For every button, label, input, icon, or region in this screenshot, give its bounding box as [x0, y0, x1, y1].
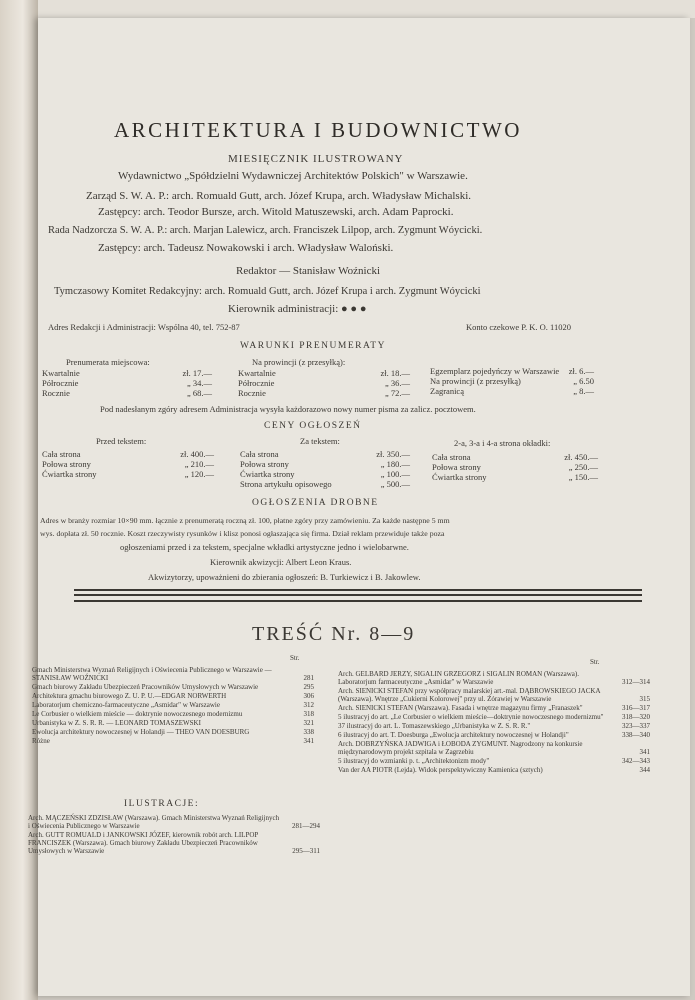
price-value: „ 8.—: [573, 386, 594, 396]
price-label: Zagranicą: [430, 386, 464, 396]
price-label: Półrocznie: [42, 378, 79, 388]
contents-illustrations: [28, 814, 320, 856]
price-value: „ 68.—: [186, 388, 212, 398]
contents-entry: [338, 722, 650, 730]
contents-entry: [338, 731, 650, 739]
board-line-1: Zarząd S. W. A. P.: arch. Romuald Gutt, arch. Józef Krupa, arch. Władysław Michalski.: [86, 190, 472, 202]
entry-title: Ewolucja architektury nowoczesnej w Holandji — THEO VAN DOESBURG: [32, 728, 250, 736]
contents-entry: [32, 683, 314, 691]
price-value: „ 250.—: [568, 462, 598, 472]
entry-title: Van der AA PIOTR (Lejda). Widok perspektywiczny Kamienica (sztych): [338, 766, 543, 774]
contents-entry: [338, 766, 650, 774]
entry-page: 281—294: [292, 822, 320, 830]
price-value: zł. 18.—: [380, 368, 410, 378]
entry-title: Gmach Ministerstwa Wyznań Religijnych i Oświecenia Publicznego w Warszawie — STANISŁAW WOŹNICKI: [32, 666, 272, 682]
entry-page: 281: [303, 674, 314, 682]
price-value: „ 34.—: [186, 378, 212, 388]
contents-entry: [28, 814, 320, 830]
entry-page: 295—311: [292, 847, 320, 855]
contents-entry: [32, 737, 314, 745]
price-label: Rocznie: [238, 388, 266, 398]
entry-title: Arch. GUTT ROMUALD i JANKOWSKI JÓZEF, kierownik robót arch. LILPOP FRANCISZEK (Warszawa). Gmach biurowy Zakładu Ubezpieczeń Pracowników Umysłowych w Warszawie: [28, 831, 259, 855]
board-line-2: Zastępcy: arch. Teodor Bursze, arch. Witold Matuszewski, arch. Adam Paprocki.: [98, 206, 454, 218]
price-label: Egzemplarz pojedyńczy w Warszawie: [430, 366, 560, 376]
entry-title: 5 ilustracyj do wzmianki p. t. „Architektonizm mody": [338, 757, 490, 765]
price-label: Połowa strony: [42, 459, 91, 469]
entry-page: 312: [303, 701, 314, 709]
small-ads-line-3: ogłoszeniami przed i za tekstem, specjalne wkładki artystyczne jedno i wielobarwne.: [120, 542, 409, 552]
entry-title: Le Corbusier o wielkiem mieście — doktrynie nowoczesnego modernizmu: [32, 710, 243, 718]
contents-entry: [338, 757, 650, 765]
entry-page: 338—340: [622, 731, 650, 739]
contents-entry: [32, 710, 314, 718]
price-value: „ 6.50: [573, 376, 594, 386]
contents-entry: [32, 728, 314, 736]
price-value: „ 500.—: [380, 479, 410, 489]
contents-heading: TREŚĆ Nr. 8—9: [252, 623, 416, 645]
editor-line: Redaktor — Stanisław Woźnicki: [236, 265, 381, 277]
entry-title: Arch. DOBRZYŃSKA JADWIGA i ŁOBODA ZYGMUNT. Nagrodzony na konkursie międzynarodowym projekt szpitala w Zagrzebiu: [338, 740, 583, 756]
ads-before-title: Przed tekstem:: [96, 436, 147, 446]
entry-page: 318—320: [622, 713, 650, 721]
small-ads-line-2: wys. dopłata zł. 50 rocznie. Koszt rzeczywisty rysunków i klisz ponosi ogłaszająca się firma. Dział reklam przewiduje także poza: [40, 529, 445, 538]
price-value: zł. 17.—: [182, 368, 212, 378]
entry-title: 5 ilustracyj do art. „Le Corbusier o wielkiem mieście—doktrynie nowoczesnego modernizmu": [338, 713, 604, 721]
price-label: Cała strona: [432, 452, 471, 462]
price-value: „ 180.—: [380, 459, 410, 469]
price-label: Ćwiartka strony: [240, 469, 295, 479]
entry-title: Laboratorjum chemiczno-farmaceutyczne „Asmidar" w Warszawie: [32, 701, 220, 709]
contents-entry: [32, 666, 314, 682]
divider-rule-bottom: [74, 600, 642, 602]
divider-rule-middle: [74, 594, 642, 596]
entry-page: 321: [303, 719, 314, 727]
entry-page: 318: [303, 710, 314, 718]
entry-page: 341: [303, 737, 314, 745]
ads-cover-title: 2-a, 3-a i 4-a strona okładki:: [454, 438, 551, 448]
small-ads-line-1: Adres w branży rozmiar 10×90 mm. łącznie z prenumeratą roczną zł. 100, płatne zgóry przy zamówieniu. Za każde następne 5 mm: [40, 516, 450, 525]
small-ads-heading: OGŁOSZENIA DROBNE: [252, 498, 379, 508]
publisher-line: Wydawnictwo „Spółdzielni Wydawniczej Architektów Polskich" w Warszawie.: [118, 170, 468, 182]
contents-entry: [32, 701, 314, 709]
page-column-label: Str.: [290, 654, 300, 662]
price-label: Strona artykułu opisowego: [240, 479, 332, 489]
entry-page: 323—337: [622, 722, 650, 730]
masthead-title: ARCHITEKTURA I BUDOWNICTWO: [114, 118, 522, 142]
ads-after-title: Za tekstem:: [300, 436, 340, 446]
local-subscription-title: Prenumerata miejscowa:: [66, 357, 150, 367]
price-value: „ 72.—: [384, 388, 410, 398]
price-value: „ 150.—: [568, 472, 598, 482]
council-line-2: Zastępcy: arch. Tadeusz Nowakowski i arch. Władysław Waloński.: [98, 242, 394, 254]
entry-title: 37 ilustracyj do art. L. Tomaszewskiego „Urbanistyka w Z. S. R. R.": [338, 722, 531, 730]
entry-page: 295: [303, 683, 314, 691]
entry-page: 316—317: [622, 704, 650, 712]
contents-entry: [338, 713, 650, 721]
entry-page: 315: [639, 695, 650, 703]
price-value: „ 210.—: [184, 459, 214, 469]
committee-line: Tymczasowy Komitet Redakcyjny: arch. Romuald Gutt, arch. Józef Krupa i arch. Zygmunt Wóycicki: [54, 286, 481, 297]
top-margin: [38, 0, 695, 18]
entry-page: 344: [639, 766, 650, 774]
price-label: Połowa strony: [432, 462, 481, 472]
admin-manager-line: Kierownik administracji: ● ● ●: [228, 303, 367, 315]
entry-title: 6 ilustracyj do art. T. Doesburga „Ewolucja architektury nowoczesnej w Holandji": [338, 731, 569, 739]
acquisition-agents: Akwizytorzy, upoważnieni do zbierania ogłoszeń: B. Turkiewicz i B. Jakowlew.: [148, 572, 421, 582]
price-label: Cała strona: [240, 449, 279, 459]
price-value: zł. 350.—: [376, 449, 410, 459]
single-copy-list: [430, 366, 594, 396]
subscription-heading: WARUNKI PRENUMERATY: [240, 341, 386, 351]
contents-articles: [32, 666, 314, 746]
price-label: Kwartalnie: [238, 368, 276, 378]
masthead-subtitle: MIESIĘCZNIK ILUSTROWANY: [228, 153, 404, 165]
price-value: „ 36.—: [384, 378, 410, 388]
price-label: Kwartalnie: [42, 368, 80, 378]
illustrations-heading: ILUSTRACJE:: [124, 799, 200, 809]
contents-entry: [338, 740, 650, 756]
contents-illustrations-right: [338, 670, 650, 775]
contents-entry: [338, 687, 650, 703]
ads-cover-list: [432, 452, 598, 482]
price-label: Na prowincji (z przesyłką): [430, 376, 521, 386]
ads-before-list: [42, 449, 214, 479]
entry-title: Arch. SIENICKI STEFAN przy współpracy malarskiej art.-mal. DĄBROWSKIEGO JACKA (Warszawa). Wnętrze „Cukierni Kolorowej" przy ul. Żórawiej w Warszawie: [338, 687, 601, 703]
local-subscription-list: [42, 368, 212, 398]
entry-page: 341: [639, 748, 650, 756]
contents-entry: [338, 704, 650, 712]
ads-after-list: [240, 449, 410, 489]
price-value: zł. 6.—: [568, 366, 594, 376]
price-label: Rocznie: [42, 388, 70, 398]
divider-rule-top: [74, 589, 642, 591]
price-value: „ 100.—: [380, 469, 410, 479]
entry-title: Różne: [32, 737, 50, 745]
price-value: zł. 450.—: [564, 452, 598, 462]
contents-entry: [338, 670, 650, 686]
price-value: „ 120.—: [184, 469, 214, 479]
entry-title: Gmach biurowy Zakładu Ubezpieczeń Pracowników Umysłowych w Warszawie: [32, 683, 259, 691]
page-column-label: Str.: [590, 658, 600, 666]
council-line-1: Rada Nadzorcza S. W. A. P.: arch. Marjan Lalewicz, arch. Franciszek Lilpop, arch. Zygmunt Wóycicki.: [48, 225, 483, 236]
price-label: Połowa strony: [240, 459, 289, 469]
entry-page: 306: [303, 692, 314, 700]
contents-entry: [32, 692, 314, 700]
address-line: Adres Redakcji i Administracji: Wspólna 40, tel. 752-87: [48, 322, 240, 332]
acquisition-manager: Kierownik akwizycji: Albert Leon Kraus.: [210, 557, 352, 567]
price-label: Ćwiartka strony: [42, 469, 97, 479]
magazine-page: [28, 18, 690, 996]
entry-title: Arch. MĄCZEŃSKI ZDZISŁAW (Warszawa). Gmach Ministerstwa Wyznań Religijnych i Oświecenia Publicznego w Warszawie: [28, 814, 280, 830]
entry-title: Arch. SIENICKI STEFAN (Warszawa). Fasada i wnętrze magazynu firmy „Franaszek": [338, 704, 583, 712]
account-line: Konto czekowe P. K. O. 11020: [466, 322, 571, 332]
price-label: Cała strona: [42, 449, 81, 459]
ads-heading: CENY OGŁOSZEŃ: [264, 421, 362, 431]
entry-page: 338: [303, 728, 314, 736]
subscription-note: Pod nadesłanym zgóry adresem Administracja wysyła każdorazowo nowy numer pisma za zalicz. pocztowem.: [100, 404, 476, 414]
price-label: Półrocznie: [238, 378, 275, 388]
entry-title: Architektura gmachu biurowego Z. U. P. U.—EDGAR NORWERTH: [32, 692, 227, 700]
province-subscription-list: [238, 368, 410, 398]
entry-title: Arch. GELBARD JERZY, SIGALIN GRZEGORZ i SIGALIN ROMAN (Warszawa). Laboratorjum farmaceutyczne „Asmidar" w Warszawie: [338, 670, 579, 686]
entry-title: Urbanistyka w Z. S. R. R. — LEONARD TOMASZEWSKI: [32, 719, 201, 727]
entry-page: 342—343: [622, 757, 650, 765]
price-label: Ćwiartka strony: [432, 472, 487, 482]
contents-entry: [32, 719, 314, 727]
price-value: zł. 400.—: [180, 449, 214, 459]
contents-entry: [28, 831, 320, 855]
province-subscription-title: Na prowincji (z przesyłką):: [252, 357, 346, 367]
entry-page: 312—314: [622, 678, 650, 686]
